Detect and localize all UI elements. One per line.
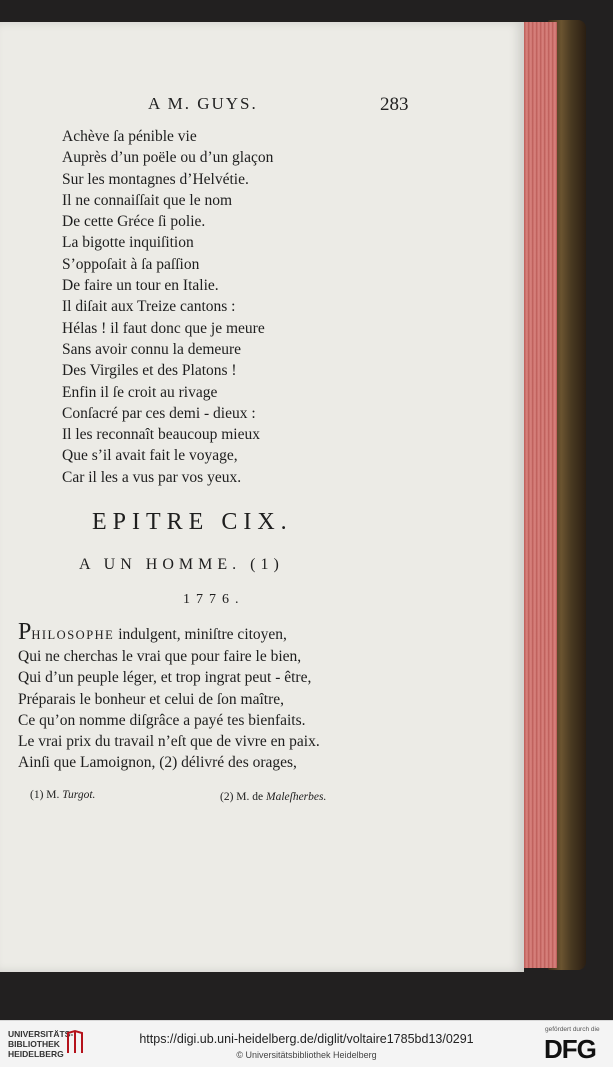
poem-line: Ce qu’on nomme diſgrâce a payé tes bienfaits. <box>18 711 306 729</box>
poem-line: Préparais le bonheur et celui de ſon maître, <box>18 690 284 708</box>
poem-line: Sur les montagnes d’Helvétie. <box>62 170 249 188</box>
poem-line: Qui ne cherchas le vrai que pour faire le bien, <box>18 648 302 666</box>
poem-line: Hélas ! il faut donc que je meure <box>62 319 265 337</box>
poem-line: S’oppoſait à ſa paſſion <box>62 255 200 273</box>
epistle-title: EPITRE CIX. <box>92 509 293 535</box>
poem-line: Ainſi que Lamoignon, (2) délivré des orages, <box>18 754 297 772</box>
page-number: 283 <box>380 94 409 115</box>
small-caps-word: HILOSOPHE <box>31 628 115 642</box>
footnote-2 <box>220 791 326 803</box>
poem-line: Achève ſa pénible vie <box>62 128 197 145</box>
epistle-text <box>18 619 320 773</box>
permalink-url[interactable]: https://digi.ub.uni-heidelberg.de/diglit/voltaire1785bd13/0291 <box>139 1032 474 1046</box>
poem-line: Conſacré par ces demi - dieux : <box>62 404 256 422</box>
epistle-subtitle: A UN HOMME. (1) <box>79 556 284 573</box>
poem-line: Car il les a vus par vos yeux. <box>62 468 242 486</box>
poem-line-first <box>18 619 320 646</box>
footnote-2-marker: (2) M. de <box>220 791 264 803</box>
dfg-logo[interactable]: DFG <box>544 1034 596 1064</box>
copyright-notice: © Universitätsbibliothek Heidelberg <box>236 1050 377 1060</box>
footnote-1 <box>30 789 95 801</box>
poem-line: De faire un tour en Italie. <box>62 277 219 295</box>
poem-line: Enfin il ſe croit au rivage <box>62 383 218 401</box>
poem-line: Il ne connaiſſait que le nom <box>62 191 233 209</box>
poem-line: Auprès d’un poële ou d’un glaçon <box>62 149 274 167</box>
viewer-footer <box>0 1020 613 1067</box>
footnote-1-marker: (1) M. <box>30 789 60 801</box>
poem-line: Le vrai prix du travail n’eſt que de vivre en paix. <box>18 733 320 751</box>
footnote-1-name: Turgot. <box>62 789 96 801</box>
library-name-line: UNIVERSITÄTS- <box>8 1029 74 1039</box>
poem-line: Il les reconnaît beaucoup mieux <box>62 426 260 444</box>
footnote-2-name: Maleſherbes. <box>266 791 327 803</box>
poem-line: La bigotte inquiſition <box>62 234 194 252</box>
first-line-rest: indulgent, miniſtre citoyen, <box>114 626 287 643</box>
poem-line: Des Virgiles et des Platons ! <box>62 362 237 380</box>
poem-line: Qui d’un peuple léger, et trop ingrat peut - être, <box>18 669 312 687</box>
red-page-edges <box>521 22 557 968</box>
drop-capital: P <box>18 619 32 645</box>
poem-line: Que s’il avait fait le voyage, <box>62 447 238 465</box>
poem-line: De cette Gréce ſi polie. <box>62 213 206 231</box>
poem-continuation <box>62 126 273 488</box>
funder-note: gefördert durch die <box>545 1026 600 1033</box>
library-name-line: BIBLIOTHEK <box>8 1039 60 1049</box>
poem-line: Il diſait aux Treize cantons : <box>62 298 236 316</box>
running-head: A M. GUYS. <box>148 94 258 113</box>
library-name-line: HEIDELBERG <box>8 1049 64 1059</box>
poem-line: Sans avoir connu la demeure <box>62 340 242 358</box>
epistle-year: 1776. <box>183 592 245 607</box>
